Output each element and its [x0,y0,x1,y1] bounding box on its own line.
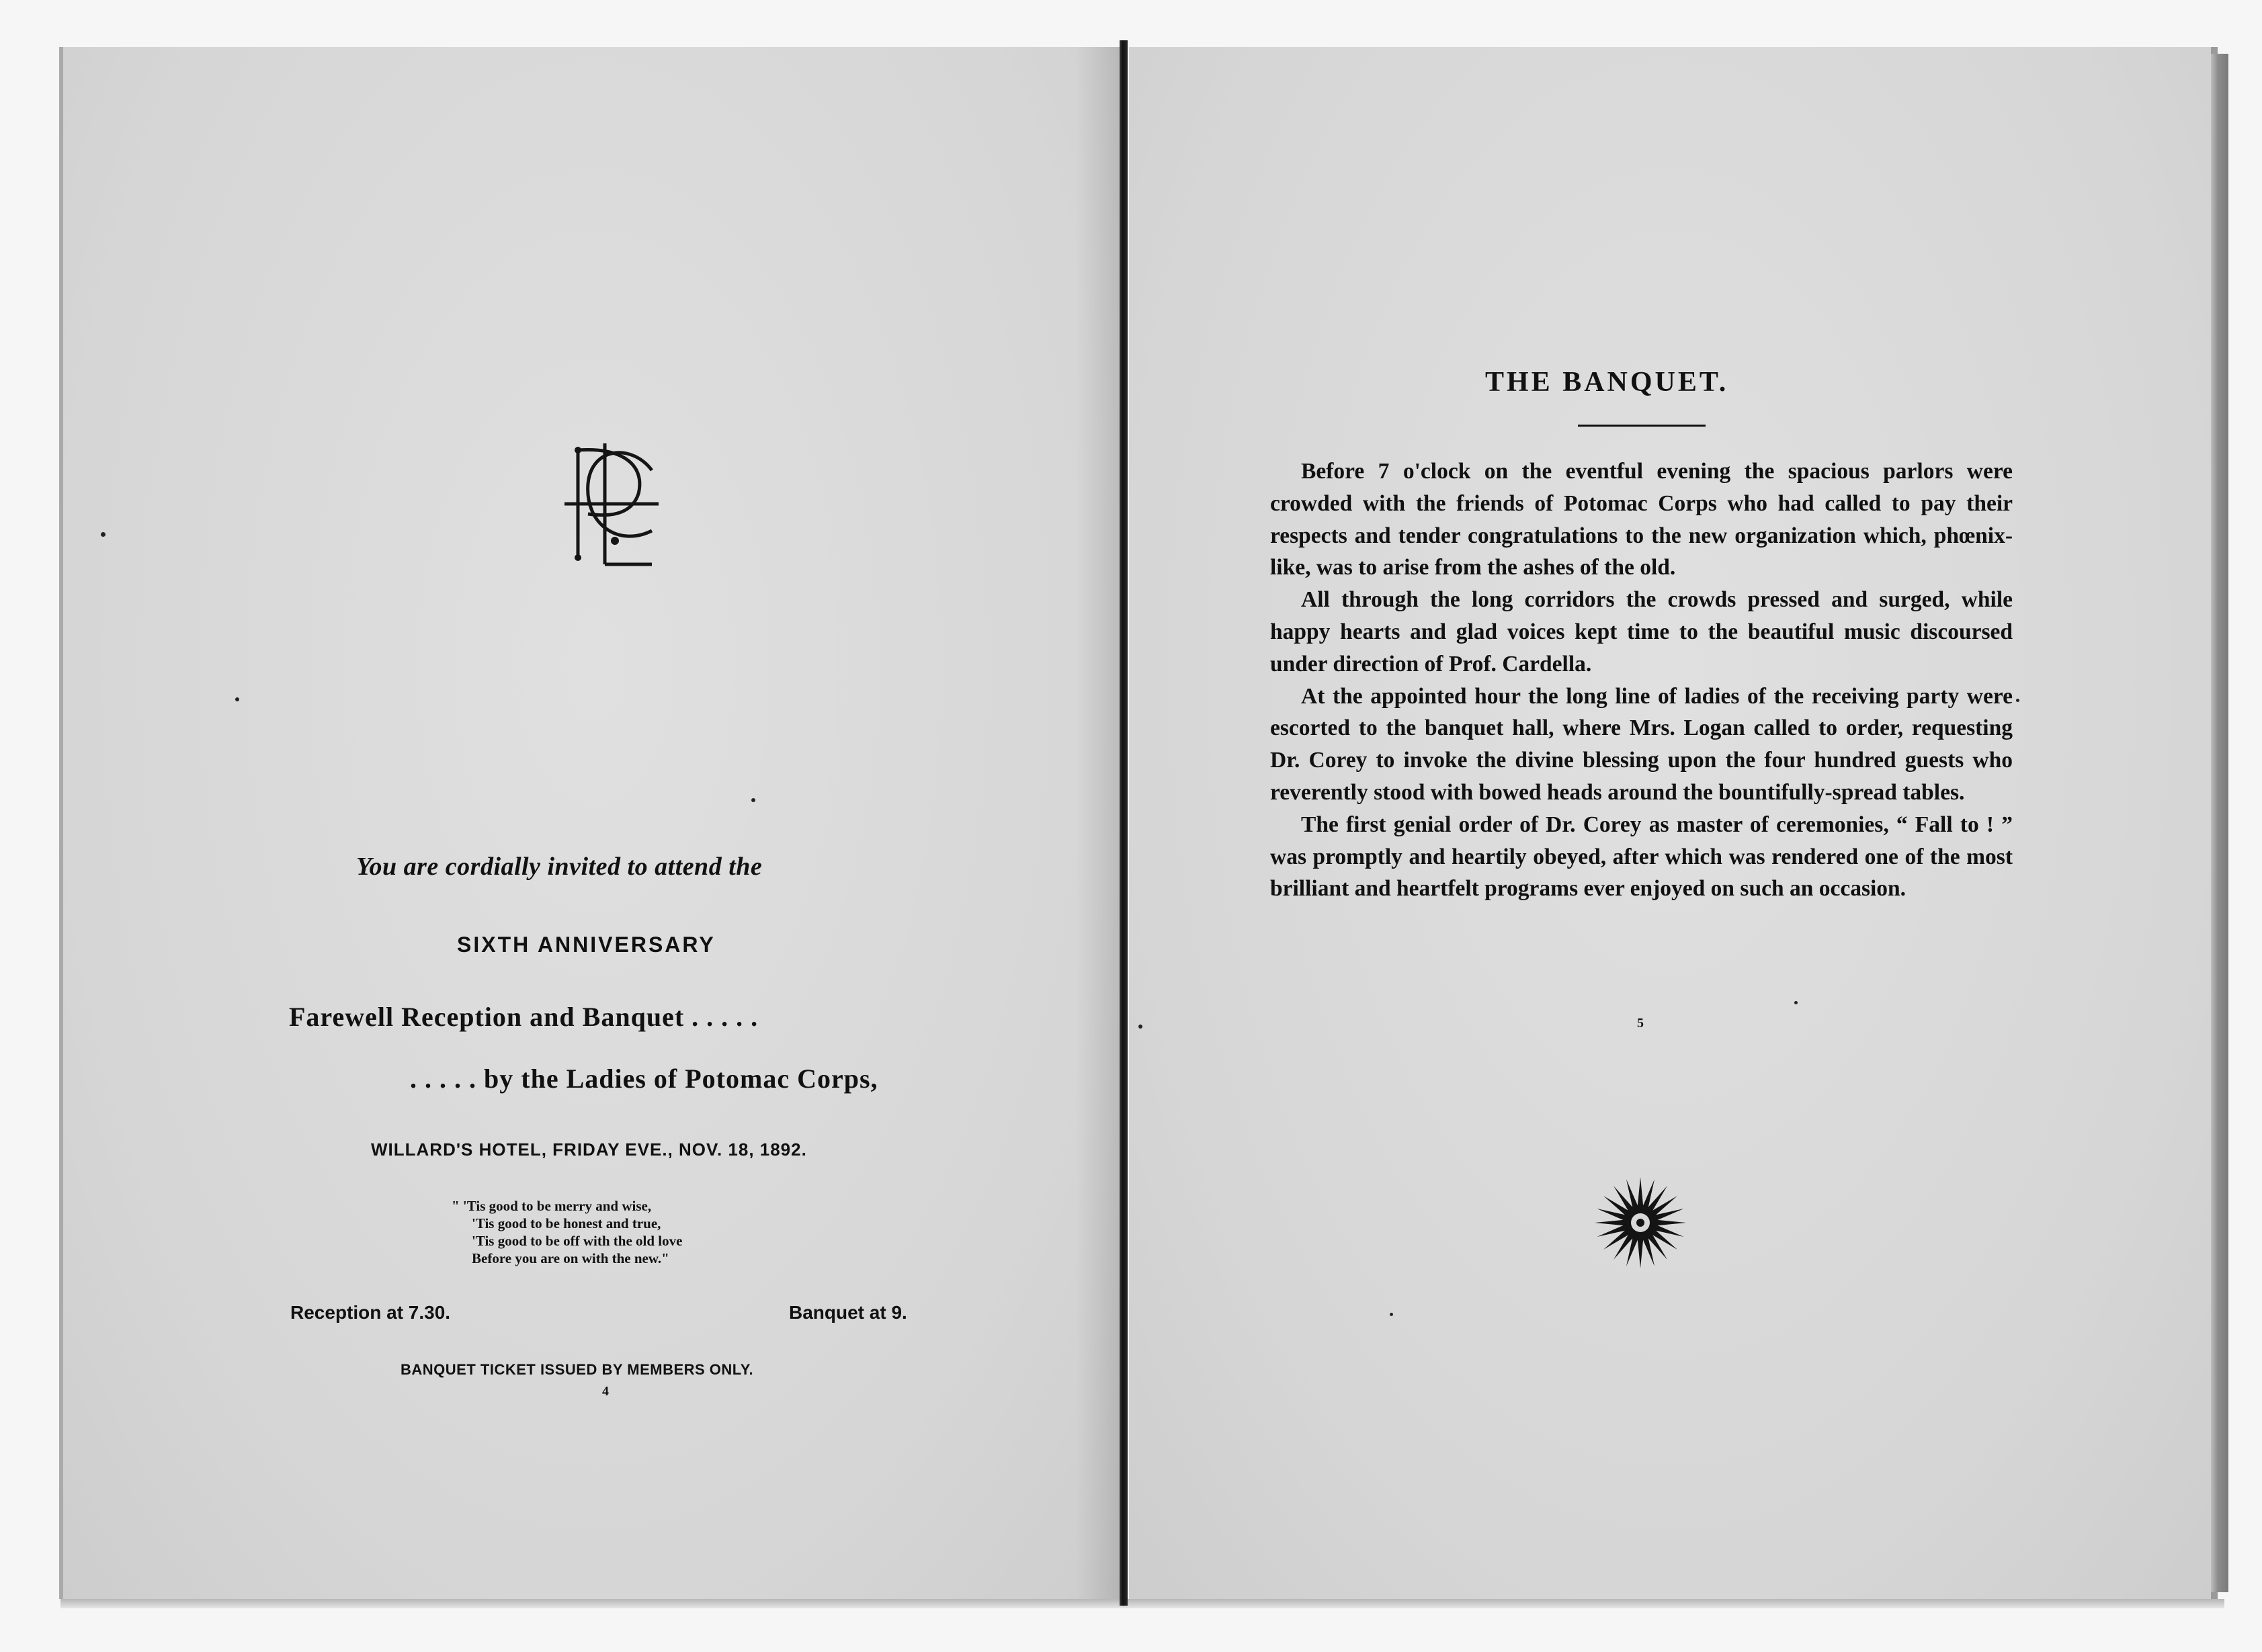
poem-line: Before you are on with the new." [472,1250,669,1266]
monogram-logo [551,430,672,578]
book-gutter [1120,40,1128,1606]
paragraph: All through the long corridors the crowds pressed and surged, while happy hearts and glad voices kept time to the beautiful music discoursed under direction of Prof. Cardella. [1270,587,2013,677]
event-line-1: Farewell Reception and Banquet . . . . . [289,1002,759,1032]
scan-speck [1390,1313,1393,1316]
scan-speck [751,798,755,802]
body-text [1270,455,2013,905]
scan-speck [1138,1025,1142,1029]
scan-speck [1794,1001,1798,1004]
paragraph: Before 7 o'clock on the eventful evening the spacious parlors were crowded with the friends of Potomac Corps who had called to pay their respects and tender congratulations to the new organization which, phœnix-like, was to arise from the ashes of the old. [1270,459,2013,580]
page-number-left: 4 [602,1384,609,1399]
page-number-right: 5 [1637,1016,1644,1031]
page-edge [2211,54,2228,1592]
event-line-2: . . . . . by the Ladies of Potomac Corps, [410,1063,878,1094]
ticket-note: BANQUET TICKET ISSUED BY MEMBERS ONLY. [401,1361,754,1378]
gutter-shadow [1075,47,1120,1599]
poem-line: " 'Tis good to be merry and wise, [452,1198,652,1214]
star-ornament-icon [1590,1172,1691,1273]
invitation-line: You are cordially invited to attend the [356,853,763,881]
reception-time: Reception at 7.30. [290,1302,451,1323]
scan-speck [101,532,106,537]
title-rule [1578,425,1706,427]
poem-line: 'Tis good to be off with the old love [472,1233,683,1249]
scan-speck [2016,699,2019,702]
paragraph: At the appointed hour the long line of ladies of the receiving party were escorted to the banquet hall, where Mrs. Logan called to order, requesting Dr. Corey to invoke the divine blessing upon the four hundred guests who reverently stood with bowed heads around the bountifully-spread tables. [1270,683,2013,805]
poem-line: 'Tis good to be honest and true, [472,1215,661,1231]
anniversary-heading: SIXTH ANNIVERSARY [457,932,716,957]
paragraph: The first genial order of Dr. Corey as master of ceremonies, “ Fall to ! ” was promptly and heartily obeyed, after which was rendered one of the most brilliant and heartfelt programs ever enjoyed on such an occasion. [1270,812,2013,902]
poem [452,1197,801,1267]
banquet-time: Banquet at 9. [789,1302,907,1323]
star-ornament-dot [1636,1219,1644,1227]
page-title: THE BANQUET. [1485,367,1729,398]
page-edge-bottom [60,1599,2224,1608]
scan-speck [235,697,239,701]
venue-line: WILLARD'S HOTEL, FRIDAY EVE., NOV. 18, 1892. [371,1139,807,1160]
